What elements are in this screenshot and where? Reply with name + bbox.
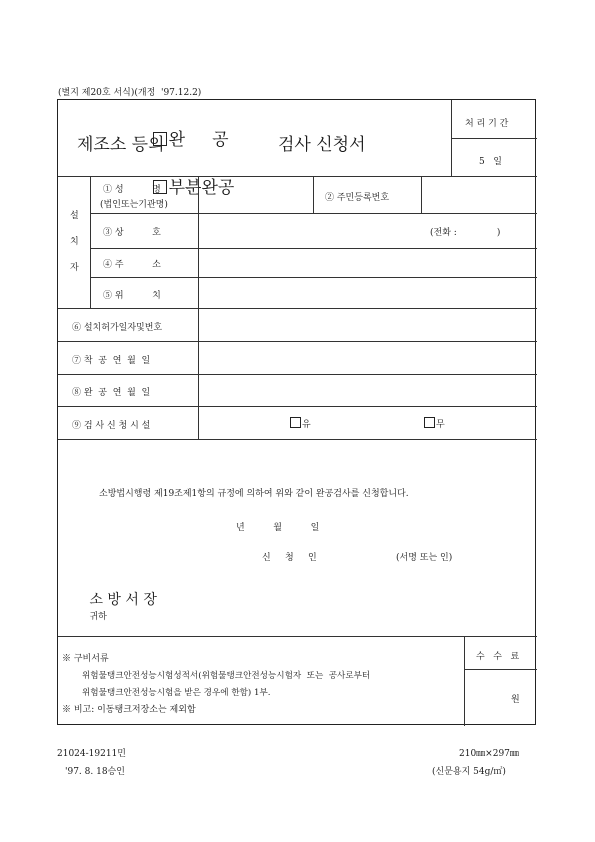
checkbox-no[interactable] <box>424 417 435 428</box>
start-date-field[interactable] <box>199 342 536 373</box>
divider <box>58 439 537 440</box>
name-field[interactable] <box>199 177 312 212</box>
fee-label: 수 수 료 <box>476 652 520 662</box>
name-sublabel: (법인또는기관명) <box>100 200 168 210</box>
address-field[interactable] <box>199 249 536 276</box>
fee-value: 원 <box>511 695 520 705</box>
approval-date: '97. 8. 18승인 <box>65 767 125 777</box>
divider <box>464 669 537 670</box>
location-field[interactable] <box>199 278 536 307</box>
divider <box>451 138 537 139</box>
form-code: 21024-19211민 <box>57 749 126 759</box>
divider <box>58 406 537 407</box>
phone-label: (전화 : ) <box>430 228 501 238</box>
option-no-label: 무 <box>436 420 445 430</box>
divider <box>464 636 465 726</box>
form-title-right: 검사 신청서 <box>278 135 366 155</box>
recipient: 소 방 서 장 <box>89 592 157 608</box>
recipient-suffix: 귀하 <box>89 612 107 622</box>
option-no[interactable] <box>424 417 445 430</box>
remarks-note: ※ 비고: 이동탱크저장소는 제외함 <box>62 705 196 715</box>
form-title-left: 제조소 등의 <box>77 135 165 155</box>
complete-date-label: ⑧ 완 공 연 월 일 <box>72 388 151 398</box>
checkbox-yes[interactable] <box>290 417 301 428</box>
option-yes-label: 유 <box>302 420 311 430</box>
location-label: ⑤ 위 치 <box>103 291 161 301</box>
rrn-field[interactable] <box>422 177 536 212</box>
statement-text: 소방법시행령 제19조제1항의 규정에 의하여 위와 같이 완공검사를 신청합니다. <box>99 489 409 499</box>
installer-label-2: 치 <box>70 237 79 247</box>
option-yes[interactable] <box>290 417 311 430</box>
address-label: ④ 주 소 <box>103 260 161 270</box>
date-line: 년 월 일 <box>236 523 320 533</box>
inspection-facility-label: ⑨ 검 사 신 청 시 설 <box>72 421 151 431</box>
signature-note: (서명 또는 인) <box>396 553 453 563</box>
permit-label: ⑥ 설치허가일자및번호 <box>72 323 163 333</box>
start-date-label: ⑦ 착 공 연 월 일 <box>72 356 151 366</box>
divider <box>58 636 537 637</box>
divider <box>90 176 91 308</box>
company-field[interactable] <box>199 214 429 247</box>
installer-label-1: 설 <box>70 211 79 221</box>
processing-period-value: 5 일 <box>479 157 503 167</box>
docs-line-1: 위험물탱크안전성능시험성적서(위험물탱크안전성능시험자 또는 공사로부터 <box>82 671 371 681</box>
option-partial-label: 부분완공 <box>168 178 235 198</box>
name-label: ① 성 명 <box>103 185 161 195</box>
processing-period-label: 처 리 기 간 <box>465 119 509 129</box>
rrn-label: ② 주민등록번호 <box>325 193 390 203</box>
docs-header: ※ 구비서류 <box>62 654 109 664</box>
company-label: ③ 상 호 <box>103 228 161 238</box>
paper-type: (신문용지 54g/㎡) <box>432 767 506 777</box>
option-complete-label: 완 공 <box>168 130 229 150</box>
complete-date-field[interactable] <box>199 375 536 405</box>
paper-size: 210㎜×297㎜ <box>459 749 519 759</box>
applicant-label: 신 청 인 <box>262 553 317 563</box>
installer-label-3: 자 <box>70 263 79 273</box>
divider <box>313 176 314 213</box>
form-header-note: (별지 제20호 서식)(개정 '97.12.2) <box>58 88 202 98</box>
inspection-application-form <box>57 99 536 725</box>
permit-field[interactable] <box>199 309 536 340</box>
docs-line-2: 위험물탱크안전성능시험을 받은 경우에 한함) 1부. <box>82 688 271 698</box>
